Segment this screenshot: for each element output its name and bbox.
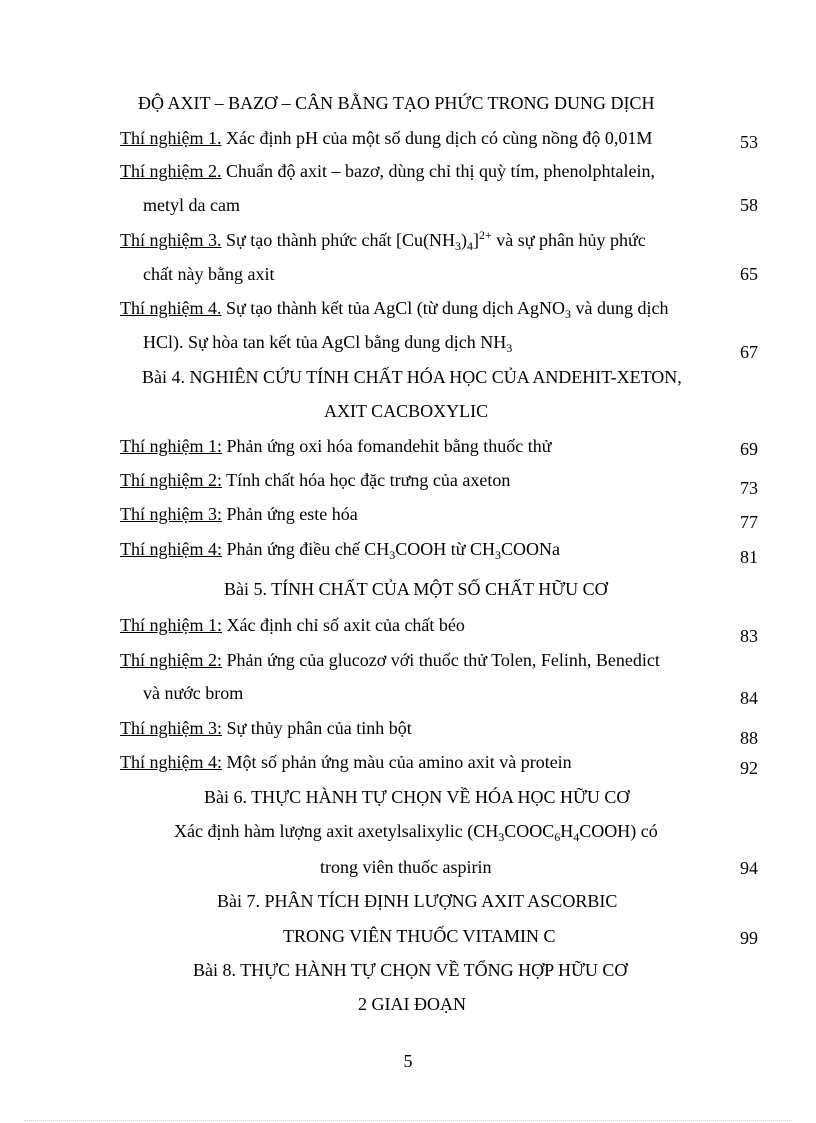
page-ref: 67: [740, 342, 758, 362]
page-ref: 53: [740, 132, 758, 152]
experiment-label: Thí nghiệm 3:: [120, 718, 222, 738]
page-ref: 73: [740, 478, 758, 498]
toc-entry: [120, 649, 660, 671]
toc-entry: [120, 538, 560, 560]
lesson-heading: Bài 8. THỰC HÀNH TỰ CHỌN VỀ TỔNG HỢP HỮU CƠ: [193, 960, 628, 980]
entry-title: Sự tạo thành kết tủa AgCl (từ dung dịch AgNO$_3$ và dung dịch: [221, 298, 669, 321]
entry-title: Tính chất hóa học đặc trưng của axeton: [222, 470, 511, 490]
lesson-heading-continuation: AXIT CACBOXYLIC: [324, 401, 489, 421]
experiment-label: Thí nghiệm 1:: [120, 436, 222, 456]
page-ref: 92: [740, 758, 758, 778]
toc-entry: [120, 469, 510, 491]
entry-title: Chuẩn độ axit – bazơ, dùng chỉ thị quỳ tím, phenolphtalein,: [221, 161, 655, 181]
toc-entry-continuation: và nước brom: [143, 683, 244, 703]
page-ref: 65: [740, 264, 758, 284]
toc-entry: [120, 160, 655, 182]
toc-entry: [120, 127, 652, 149]
entry-title: Sự tạo thành phức chất $[Cu(NH_3)_4]^{2+}$ và sự phân hủy phức: [221, 228, 646, 253]
entry-title: Phản ứng este hóa: [222, 504, 358, 524]
page-ref: 99: [740, 928, 758, 948]
entry-title: Phản ứng oxi hóa fomandehit bằng thuốc thử: [222, 436, 552, 456]
experiment-label: Thí nghiệm 4:: [120, 752, 222, 772]
entry-title: Xác định chỉ số axit của chất béo: [222, 615, 465, 635]
experiment-label: Thí nghiệm 4.: [120, 298, 222, 318]
experiment-label: Thí nghiệm 3.: [120, 230, 222, 250]
experiment-label: Thí nghiệm 2:: [120, 650, 222, 670]
page-ref: 84: [740, 688, 758, 708]
experiment-label: Thí nghiệm 1:: [120, 615, 222, 635]
toc-entry: [120, 751, 572, 773]
experiment-label: Thí nghiệm 3:: [120, 504, 222, 524]
page-number: 5: [403, 1051, 413, 1071]
toc-entry: [120, 229, 646, 251]
page-ref: 69: [740, 439, 758, 459]
lesson-description: Xác định hàm lượng axit axetylsalixylic $(CH_3COOC_6H_4COOH)$ có: [174, 821, 658, 844]
toc-entry-continuation: metyl da cam: [143, 195, 240, 215]
toc-entry-continuation: HCl). Sự hòa tan kết tủa AgCl bằng dung dịch $NH_3$: [143, 332, 513, 355]
toc-entry: [120, 614, 465, 636]
toc-entry: [120, 717, 412, 739]
lesson-heading: Bài 7. PHÂN TÍCH ĐỊNH LƯỢNG AXIT ASCORBIC: [217, 891, 618, 911]
lesson-heading-continuation: 2 GIAI ĐOẠN: [358, 994, 466, 1014]
page-ref: 88: [740, 728, 758, 748]
experiment-label: Thí nghiệm 4:: [120, 539, 222, 559]
page-ref: 81: [740, 547, 758, 567]
page-ref: 94: [740, 858, 758, 878]
lesson-heading: Bài 5. TÍNH CHẤT CỦA MỘT SỐ CHẤT HỮU CƠ: [224, 579, 608, 599]
toc-entry-continuation: chất này bằng axit: [143, 264, 275, 284]
entry-title: Phản ứng điều chế $CH_3COOH$ từ $CH_3COONa$: [222, 539, 560, 562]
page-bottom-divider: [24, 1120, 792, 1121]
lesson-description-continuation: trong viên thuốc aspirin: [320, 857, 492, 877]
toc-entry: [120, 503, 358, 525]
lesson-heading-continuation: TRONG VIÊN THUỐC VITAMIN C: [283, 926, 556, 946]
lesson-heading: Bài 4. NGHIÊN CỨU TÍNH CHẤT HÓA HỌC CỦA ANDEHIT-XETON,: [142, 367, 682, 387]
section-heading: ĐỘ AXIT – BAZƠ – CÂN BẰNG TẠO PHỨC TRONG DUNG DỊCH: [138, 93, 655, 113]
entry-title: Sự thủy phân của tinh bột: [222, 718, 412, 738]
experiment-label: Thí nghiệm 1.: [120, 128, 222, 148]
lesson-heading: Bài 6. THỰC HÀNH TỰ CHỌN VỀ HÓA HỌC HỮU CƠ: [204, 787, 630, 807]
entry-title: Một số phản ứng màu của amino axit và protein: [222, 752, 572, 772]
page-ref: 83: [740, 626, 758, 646]
toc-entry: [120, 435, 551, 457]
experiment-label: Thí nghiệm 2:: [120, 470, 222, 490]
experiment-label: Thí nghiệm 2.: [120, 161, 222, 181]
toc-entry: [120, 297, 668, 319]
entry-title: Xác định pH của một số dung dịch có cùng nồng độ 0,01M: [221, 128, 653, 148]
page-ref: 58: [740, 195, 758, 215]
page-ref: 77: [740, 512, 758, 532]
entry-title: Phản ứng của glucozơ với thuốc thử Tolen, Felinh, Benedict: [222, 650, 660, 670]
